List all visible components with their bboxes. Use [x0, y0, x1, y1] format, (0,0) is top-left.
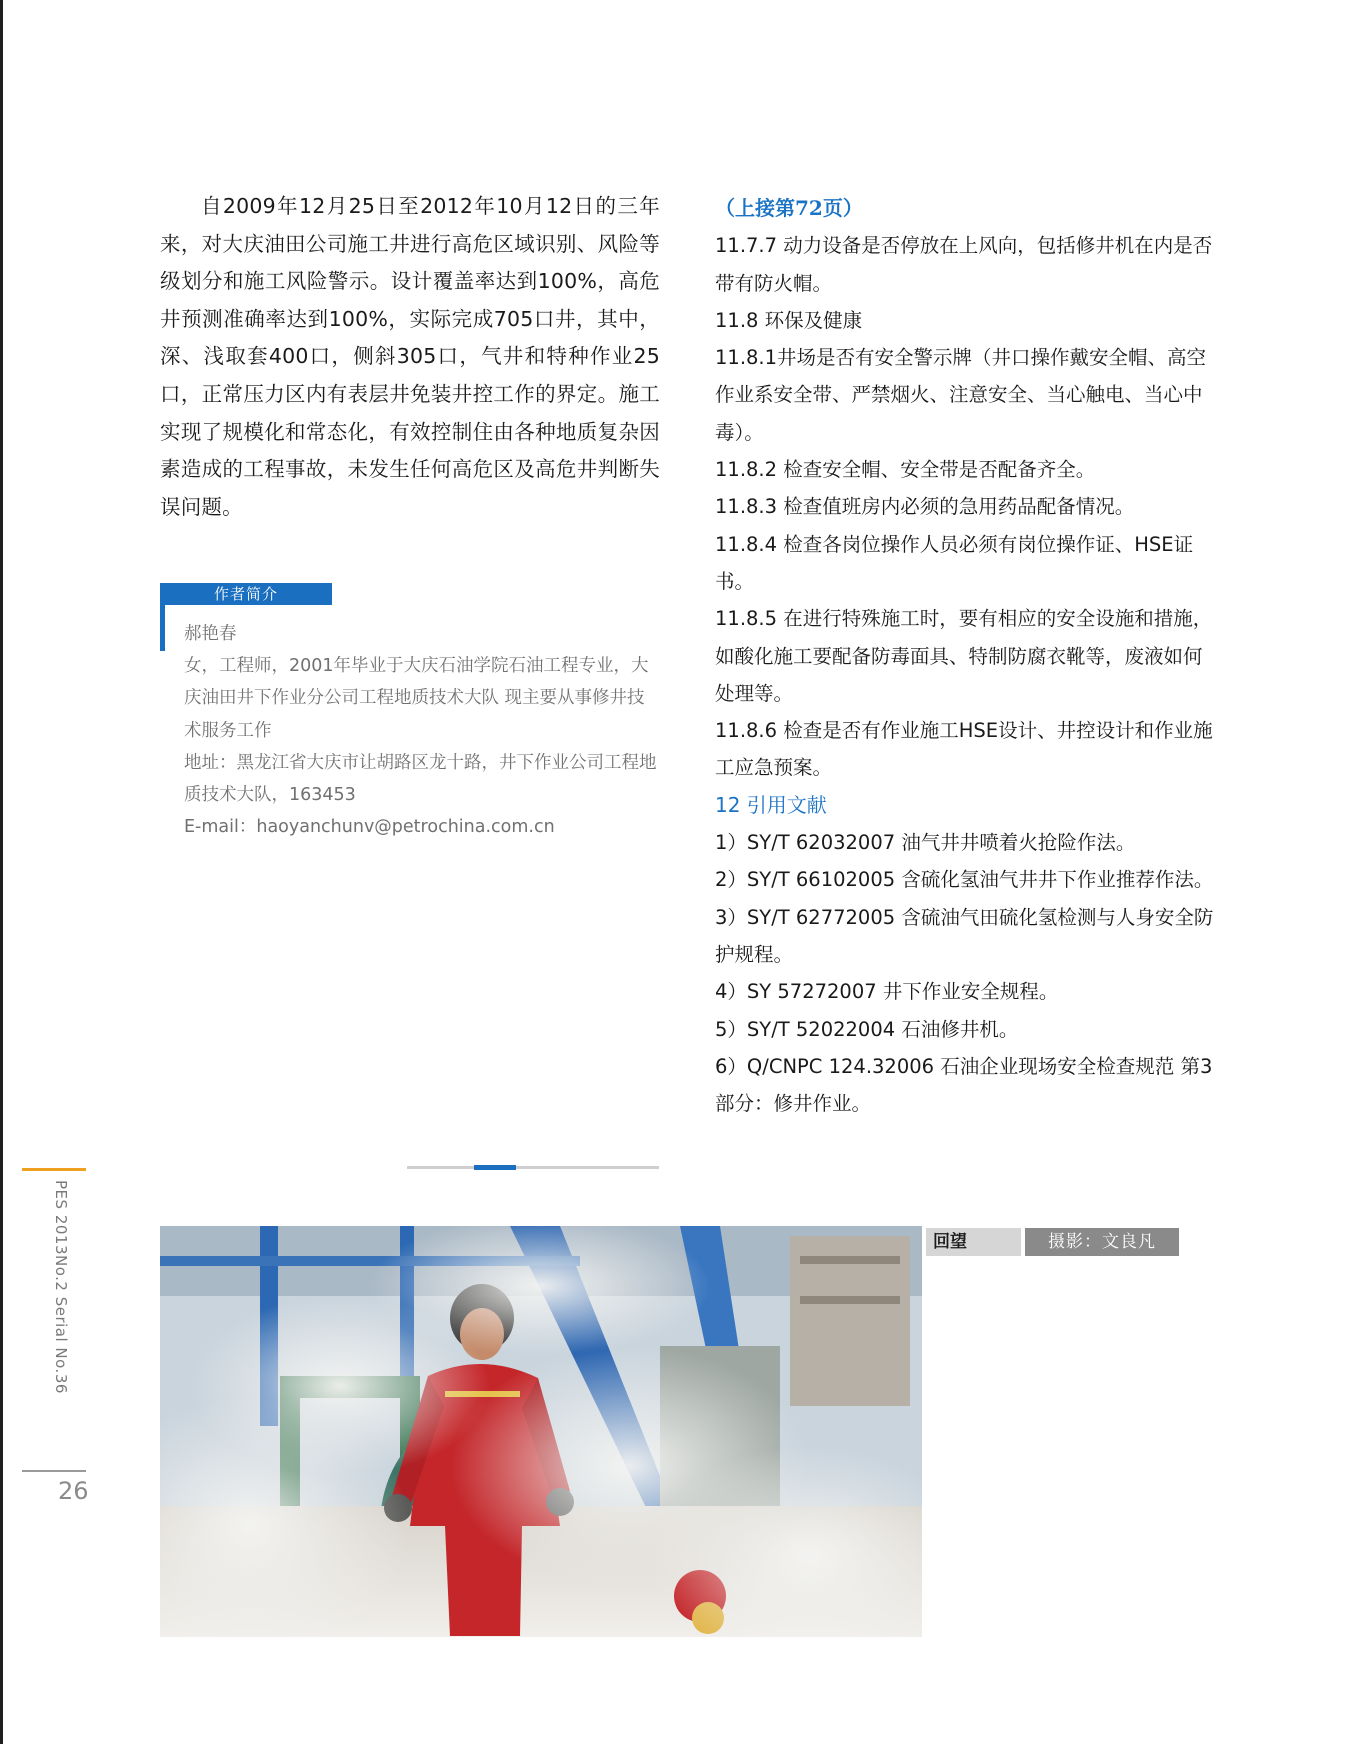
sidebar-rule — [22, 1470, 86, 1472]
reference-item: 3）SY/T 62772005 含硫油气田硫化氢检测与人身安全防护规程。 — [715, 905, 1214, 966]
clause-line: 11.7.7 动力设备是否停放在上风向，包括修井机在内是否带有防火帽。 — [715, 234, 1213, 295]
author-bio-tab: 作者简介 — [160, 583, 332, 605]
author-name: 郝艳春 — [184, 624, 237, 644]
clause-line: 11.8.5 在进行特殊施工时，要有相应的安全设施和措施，如酸化施工要配备防毒面具、特制防腐衣靴等，废液如何处理等。 — [715, 607, 1213, 705]
reference-item: 4）SY 57272007 井下作业安全规程。 — [715, 980, 1059, 1004]
clause-line: 11.8.6 检查是否有作业施工HSE设计、井控设计和作业施工应急预案。 — [715, 719, 1213, 780]
page-number: 26 — [58, 1477, 89, 1505]
reference-item: 2）SY/T 66102005 含硫化氢油气井井下作业推荐作法。 — [715, 868, 1214, 892]
references-heading: 12 引用文献 — [715, 792, 827, 817]
sidebar-accent-rule — [22, 1168, 86, 1171]
column-divider-rule — [407, 1166, 659, 1169]
photo-caption-credit: 摄影：文良凡 — [1025, 1228, 1179, 1256]
clause-line: 11.8.2 检查安全帽、安全带是否配备齐全。 — [715, 458, 1096, 482]
continued-from-label: （上接第72页） — [715, 196, 863, 220]
intro-paragraph: 自2009年12月25日至2012年10月12日的三年来，对大庆油田公司施工井进行高危区域识别、风险等级划分和施工风险警示。设计覆盖率达到100%，高危井预测准确率达到100%，实际完成705口井，其中，深、浅取套400口，侧斜305口，气井和特种作业25口，正常压力区内有表层井免装井控工作的界定。施工实现了规模化和常态化，有效控制住由各种地质复杂因素造成的工程事故，未发生任何高危区及高危井判断失误问题。 — [160, 194, 660, 519]
column-divider-accent — [474, 1165, 516, 1170]
photo-caption-title: 回望 — [926, 1228, 1021, 1256]
clause-line: 11.8 环保及健康 — [715, 308, 863, 332]
reference-item: 6）Q/CNPC 124.32006 石油企业现场安全检查规范 第3部分：修井作业。 — [715, 1054, 1213, 1116]
oilfield-worker-photo — [160, 1226, 922, 1637]
page-edge-bar — [0, 0, 3, 1744]
reference-item: 1）SY/T 62032007 油气井井喷着火抢险作法。 — [715, 831, 1136, 855]
right-column — [715, 190, 1215, 1122]
photo-illustration — [160, 1226, 922, 1637]
author-address: 地址：黑龙江省大庆市让胡路区龙十路，井下作业公司工程地质技术大队，163453 — [184, 752, 657, 806]
clause-line: 11.8.4 检查各岗位操作人员必须有岗位操作证、HSE证书。 — [715, 532, 1194, 593]
clause-line: 11.8.1井场是否有安全警示牌（井口操作戴安全帽、高空作业系安全带、严禁烟火、注意安全、当心触电、当心中毒）。 — [715, 346, 1207, 444]
author-bio: 女，工程师，2001年毕业于大庆石油学院石油工程专业，大庆油田井下作业分公司工程地质技术大队 现主要从事修井技术服务工作 — [184, 656, 649, 741]
author-bio-text — [184, 618, 662, 843]
reference-item: 5）SY/T 52022004 石油修井机。 — [715, 1017, 1019, 1041]
clause-line: 11.8.3 检查值班房内必须的急用药品配备情况。 — [715, 495, 1135, 519]
journal-issue-label: PES 2013No.2 Serial No.36 — [52, 1180, 70, 1394]
author-email: E-mail：haoyanchunv@petrochina.com.cn — [184, 817, 555, 838]
